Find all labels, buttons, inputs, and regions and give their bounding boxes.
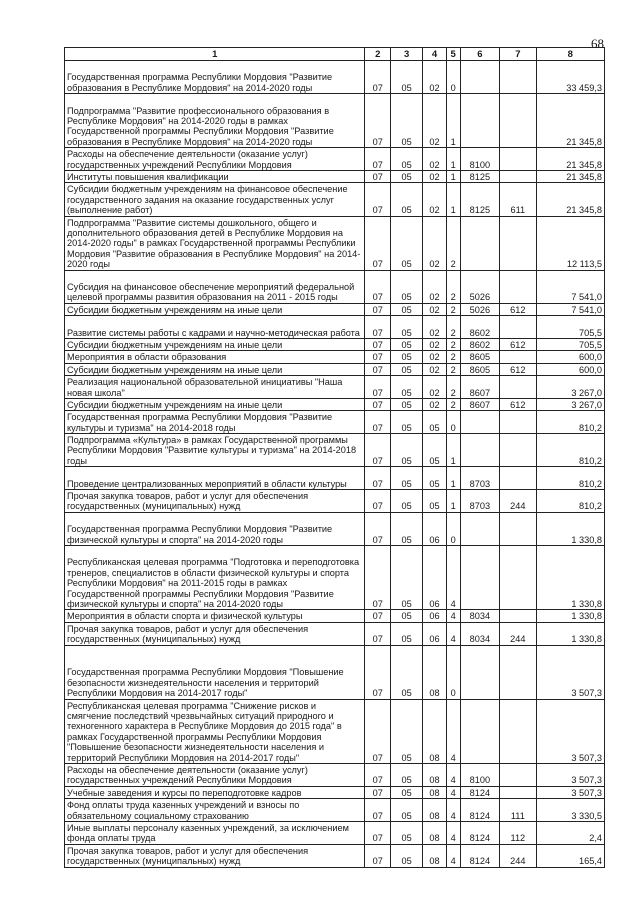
row-code-4-cell: 02 — [423, 148, 447, 171]
row-code-5-cell: 4 — [446, 799, 460, 822]
row-code-5-cell: 2 — [446, 363, 460, 375]
row-amount-cell: 600,0 — [536, 363, 604, 375]
row-name-cell: Институты повышения квалификации — [65, 170, 365, 182]
row-code-5-cell: 1 — [446, 170, 460, 182]
row-code-5-cell: 4 — [446, 610, 460, 622]
row-code-7-cell: 612 — [500, 398, 536, 410]
row-code-2-cell: 07 — [365, 490, 391, 513]
row-code-2-cell: 07 — [365, 512, 391, 545]
row-code-5-cell: 2 — [446, 270, 460, 303]
row-code-5-cell: 0 — [446, 645, 460, 699]
row-code-4-cell: 02 — [423, 216, 447, 270]
row-amount-cell: 1 330,8 — [536, 610, 604, 622]
row-code-2-cell: 07 — [365, 316, 391, 339]
row-code-6-cell: 8124 — [460, 844, 500, 867]
row-name-cell: Государственная программа Республики Мордовия "Повышение безопасности жизнедеятельности населения и территорий Республики Мордовия на 2014-2017 годы" — [65, 645, 365, 699]
row-code-2-cell: 07 — [365, 434, 391, 467]
row-code-4-cell: 08 — [423, 799, 447, 822]
row-code-5-cell: 4 — [446, 622, 460, 645]
table-row — [65, 610, 605, 622]
row-code-2-cell: 07 — [365, 786, 391, 798]
row-code-4-cell: 06 — [423, 610, 447, 622]
row-name-cell: Прочая закупка товаров, работ и услуг для обеспечения государственных (муниципальных) нужд — [65, 622, 365, 645]
table-row — [65, 61, 605, 94]
row-amount-cell: 810,2 — [536, 434, 604, 467]
row-code-6-cell: 8124 — [460, 799, 500, 822]
row-code-3-cell: 05 — [391, 148, 423, 171]
row-amount-cell: 600,0 — [536, 351, 604, 363]
row-code-3-cell: 05 — [391, 216, 423, 270]
row-code-4-cell: 02 — [423, 351, 447, 363]
row-code-4-cell: 06 — [423, 512, 447, 545]
row-code-2-cell: 07 — [365, 699, 391, 763]
row-name-cell: Подпрограмма "Развитие профессионального образования в Республике Мордовия" на 2014-2020 годы в рамках Государственной программы Республики Мордовия "Развитие образования в Республике Мордовия" на 2014-2020 годы — [65, 94, 365, 148]
row-code-6-cell: 8124 — [460, 786, 500, 798]
row-code-5-cell: 1 — [446, 94, 460, 148]
row-code-7-cell: 612 — [500, 363, 536, 375]
row-code-4-cell: 06 — [423, 546, 447, 610]
row-code-7-cell: 244 — [500, 622, 536, 645]
row-code-3-cell: 05 — [391, 546, 423, 610]
row-code-5-cell: 2 — [446, 303, 460, 315]
row-amount-cell: 12 113,5 — [536, 216, 604, 270]
row-amount-cell: 2,4 — [536, 822, 604, 845]
row-name-cell: Субсидии бюджетным учреждениям на финансовое обеспечение государственного задания на оказание государственных услуг (выполнение работ) — [65, 183, 365, 216]
row-code-2-cell: 07 — [365, 338, 391, 350]
row-code-6-cell: 8605 — [460, 363, 500, 375]
row-name-cell: Иные выплаты персоналу казенных учреждений, за исключением фонда оплаты труда — [65, 822, 365, 845]
row-amount-cell: 705,5 — [536, 316, 604, 339]
row-code-2-cell: 07 — [365, 183, 391, 216]
row-code-4-cell: 08 — [423, 844, 447, 867]
row-code-7-cell — [500, 645, 536, 699]
row-code-6-cell: 8125 — [460, 183, 500, 216]
table-row — [65, 546, 605, 610]
row-code-3-cell: 05 — [391, 786, 423, 798]
row-code-4-cell: 05 — [423, 434, 447, 467]
row-amount-cell: 21 345,8 — [536, 94, 604, 148]
row-code-7-cell — [500, 546, 536, 610]
row-code-4-cell: 02 — [423, 363, 447, 375]
row-code-4-cell: 08 — [423, 822, 447, 845]
row-code-4-cell: 02 — [423, 376, 447, 399]
row-name-cell: Подпрограмма «Культура» в рамках Государственной программы Республики Мордовия "Развитие культуры и туризма" на 2014-2018 годы — [65, 434, 365, 467]
row-code-7-cell: 112 — [500, 822, 536, 845]
row-code-6-cell: 8602 — [460, 316, 500, 339]
row-name-cell: Подпрограмма "Развитие системы дошкольного, общего и дополнительного образования детей в Республике Мордовия на 2014-2020 годы" в рамках Государственной программы Республики Мордовия "Развитие образования в Республике Мордовия" на 2014-2020 годы — [65, 216, 365, 270]
row-code-4-cell: 02 — [423, 270, 447, 303]
row-code-5-cell: 1 — [446, 434, 460, 467]
row-code-4-cell: 02 — [423, 94, 447, 148]
row-name-cell: Субсидия на финансовое обеспечение мероприятий федеральной целевой программы развития образования на 2011 - 2015 годы — [65, 270, 365, 303]
row-code-3-cell: 05 — [391, 512, 423, 545]
row-code-2-cell: 07 — [365, 764, 391, 787]
row-code-3-cell: 05 — [391, 610, 423, 622]
row-amount-cell: 3 507,3 — [536, 699, 604, 763]
row-code-4-cell: 02 — [423, 398, 447, 410]
row-code-6-cell: 8124 — [460, 822, 500, 845]
row-name-cell: Прочая закупка товаров, работ и услуг для обеспечения государственных (муниципальных) нужд — [65, 844, 365, 867]
row-code-3-cell: 05 — [391, 398, 423, 410]
row-amount-cell: 810,2 — [536, 467, 604, 490]
page-number: 68 — [591, 36, 604, 51]
row-code-4-cell: 02 — [423, 170, 447, 182]
row-code-5-cell: 2 — [446, 338, 460, 350]
row-amount-cell: 21 345,8 — [536, 170, 604, 182]
table-row — [65, 183, 605, 216]
row-amount-cell: 1 330,8 — [536, 546, 604, 610]
row-amount-cell: 1 330,8 — [536, 512, 604, 545]
row-code-5-cell: 1 — [446, 148, 460, 171]
row-code-5-cell: 4 — [446, 786, 460, 798]
row-code-2-cell: 07 — [365, 610, 391, 622]
row-name-cell: Учебные заведения и курсы по переподготовке кадров — [65, 786, 365, 798]
row-code-2-cell: 07 — [365, 799, 391, 822]
row-code-3-cell: 05 — [391, 822, 423, 845]
row-code-7-cell: 244 — [500, 844, 536, 867]
row-code-3-cell: 05 — [391, 490, 423, 513]
row-amount-cell: 1 330,8 — [536, 622, 604, 645]
row-amount-cell: 3 507,3 — [536, 786, 604, 798]
column-header-3: 3 — [391, 48, 423, 61]
row-name-cell: Мероприятия в области образования — [65, 351, 365, 363]
row-amount-cell: 3 267,0 — [536, 398, 604, 410]
row-code-3-cell: 05 — [391, 699, 423, 763]
row-code-4-cell: 02 — [423, 183, 447, 216]
row-code-2-cell: 07 — [365, 411, 391, 434]
row-code-7-cell — [500, 512, 536, 545]
row-code-4-cell: 02 — [423, 338, 447, 350]
row-code-7-cell — [500, 316, 536, 339]
row-name-cell: Государственная программа Республики Мордовия "Развитие образования в Республике Мордовия" на 2014-2020 годы — [65, 61, 365, 94]
row-code-5-cell: 4 — [446, 699, 460, 763]
table-row — [65, 411, 605, 434]
row-code-2-cell: 07 — [365, 351, 391, 363]
table-row — [65, 338, 605, 350]
row-code-6-cell: 8100 — [460, 764, 500, 787]
row-code-6-cell: 8034 — [460, 610, 500, 622]
row-code-5-cell: 2 — [446, 351, 460, 363]
table-row — [65, 303, 605, 315]
row-code-3-cell: 05 — [391, 411, 423, 434]
row-code-7-cell — [500, 351, 536, 363]
row-code-7-cell — [500, 610, 536, 622]
row-code-7-cell: 611 — [500, 183, 536, 216]
row-amount-cell: 810,2 — [536, 490, 604, 513]
row-code-7-cell — [500, 376, 536, 399]
table-row — [65, 490, 605, 513]
column-header-4: 4 — [423, 48, 447, 61]
row-code-5-cell: 0 — [446, 61, 460, 94]
row-code-7-cell: 612 — [500, 303, 536, 315]
row-name-cell: Государственная программа Республики Мордовия "Развитие культуры и туризма" на 2014-2018 годы — [65, 411, 365, 434]
row-code-5-cell: 0 — [446, 411, 460, 434]
row-code-3-cell: 05 — [391, 183, 423, 216]
row-amount-cell: 7 541,0 — [536, 303, 604, 315]
row-code-2-cell: 07 — [365, 148, 391, 171]
table-row — [65, 512, 605, 545]
row-code-4-cell: 06 — [423, 622, 447, 645]
row-name-cell: Мероприятия в области спорта и физической культуры — [65, 610, 365, 622]
row-code-7-cell — [500, 216, 536, 270]
row-code-6-cell — [460, 645, 500, 699]
row-code-5-cell: 2 — [446, 376, 460, 399]
row-code-2-cell: 07 — [365, 645, 391, 699]
row-code-6-cell — [460, 434, 500, 467]
row-code-4-cell: 02 — [423, 61, 447, 94]
table-row — [65, 799, 605, 822]
table-row — [65, 645, 605, 699]
row-name-cell: Субсидии бюджетным учреждениям на иные цели — [65, 363, 365, 375]
row-code-4-cell: 08 — [423, 764, 447, 787]
row-code-7-cell — [500, 270, 536, 303]
row-code-7-cell: 111 — [500, 799, 536, 822]
table-row — [65, 434, 605, 467]
row-code-3-cell: 05 — [391, 351, 423, 363]
row-code-7-cell — [500, 764, 536, 787]
row-code-3-cell: 05 — [391, 270, 423, 303]
table-row — [65, 844, 605, 867]
row-code-3-cell: 05 — [391, 94, 423, 148]
row-code-4-cell: 02 — [423, 303, 447, 315]
row-code-6-cell — [460, 411, 500, 434]
row-code-6-cell — [460, 512, 500, 545]
row-code-5-cell: 0 — [446, 512, 460, 545]
row-code-6-cell: 8602 — [460, 338, 500, 350]
row-code-7-cell: 244 — [500, 490, 536, 513]
row-code-7-cell — [500, 434, 536, 467]
row-code-2-cell: 07 — [365, 844, 391, 867]
row-amount-cell: 3 507,3 — [536, 764, 604, 787]
row-code-5-cell: 1 — [446, 490, 460, 513]
table-header-row — [65, 48, 605, 61]
row-code-2-cell: 07 — [365, 61, 391, 94]
row-code-4-cell: 05 — [423, 490, 447, 513]
row-name-cell: Республиканская целевая программа "Подготовка и переподготовка тренеров, специалистов в области физической культуры и спорта Республики Мордовия" на 2011-2015 годы в рамках Государственной программы Республики Мордовия "Развитие физической культуры и спорта" на 2014-2020 годы — [65, 546, 365, 610]
row-code-5-cell: 4 — [446, 844, 460, 867]
row-code-3-cell: 05 — [391, 799, 423, 822]
table-row — [65, 148, 605, 171]
row-code-6-cell — [460, 699, 500, 763]
row-name-cell: Реализация национальной образовательной инициативы "Наша новая школа" — [65, 376, 365, 399]
row-code-6-cell: 8703 — [460, 490, 500, 513]
row-code-3-cell: 05 — [391, 844, 423, 867]
row-code-2-cell: 07 — [365, 216, 391, 270]
row-code-5-cell: 2 — [446, 216, 460, 270]
row-code-6-cell: 8703 — [460, 467, 500, 490]
row-code-3-cell: 05 — [391, 467, 423, 490]
row-code-4-cell: 08 — [423, 699, 447, 763]
row-code-2-cell: 07 — [365, 622, 391, 645]
table-row — [65, 170, 605, 182]
row-code-4-cell: 08 — [423, 645, 447, 699]
row-code-6-cell: 8125 — [460, 170, 500, 182]
table-row — [65, 622, 605, 645]
row-code-3-cell: 05 — [391, 303, 423, 315]
row-code-7-cell — [500, 786, 536, 798]
row-code-3-cell: 05 — [391, 645, 423, 699]
row-code-7-cell — [500, 61, 536, 94]
row-code-7-cell — [500, 94, 536, 148]
row-code-4-cell: 02 — [423, 316, 447, 339]
row-code-2-cell: 07 — [365, 467, 391, 490]
row-code-2-cell: 07 — [365, 94, 391, 148]
row-code-2-cell: 07 — [365, 270, 391, 303]
row-name-cell: Прочая закупка товаров, работ и услуг для обеспечения государственных (муниципальных) нужд — [65, 490, 365, 513]
row-code-3-cell: 05 — [391, 363, 423, 375]
row-code-3-cell: 05 — [391, 61, 423, 94]
row-amount-cell: 3 330,5 — [536, 799, 604, 822]
table-row — [65, 376, 605, 399]
table-row — [65, 316, 605, 339]
row-code-7-cell — [500, 170, 536, 182]
row-code-6-cell: 8100 — [460, 148, 500, 171]
row-code-3-cell: 05 — [391, 764, 423, 787]
table-row — [65, 786, 605, 798]
table-row — [65, 270, 605, 303]
row-code-6-cell: 5026 — [460, 303, 500, 315]
table-row — [65, 94, 605, 148]
row-code-3-cell: 05 — [391, 338, 423, 350]
table-body — [65, 61, 605, 868]
row-name-cell: Субсидии бюджетным учреждениям на иные цели — [65, 303, 365, 315]
row-code-6-cell: 8607 — [460, 376, 500, 399]
row-amount-cell: 3 267,0 — [536, 376, 604, 399]
row-name-cell: Расходы на обеспечение деятельности (оказание услуг) государственных учреждений Республики Мордовия — [65, 764, 365, 787]
row-name-cell: Проведение централизованных мероприятий в области культуры — [65, 467, 365, 490]
table-row — [65, 467, 605, 490]
column-header-2: 2 — [365, 48, 391, 61]
row-code-2-cell: 07 — [365, 303, 391, 315]
row-code-6-cell: 8605 — [460, 351, 500, 363]
row-code-7-cell: 612 — [500, 338, 536, 350]
table-row — [65, 216, 605, 270]
row-amount-cell: 165,4 — [536, 844, 604, 867]
row-name-cell: Расходы на обеспечение деятельности (оказание услуг) государственных учреждений Республики Мордовия — [65, 148, 365, 171]
row-amount-cell: 21 345,8 — [536, 148, 604, 171]
row-code-6-cell — [460, 216, 500, 270]
row-code-2-cell: 07 — [365, 822, 391, 845]
table-row — [65, 398, 605, 410]
row-code-2-cell: 07 — [365, 398, 391, 410]
row-code-7-cell — [500, 411, 536, 434]
row-code-6-cell: 5026 — [460, 270, 500, 303]
row-code-3-cell: 05 — [391, 376, 423, 399]
row-name-cell: Субсидии бюджетным учреждениям на иные цели — [65, 338, 365, 350]
row-code-4-cell: 05 — [423, 467, 447, 490]
row-code-5-cell: 4 — [446, 822, 460, 845]
row-code-6-cell — [460, 61, 500, 94]
row-code-2-cell: 07 — [365, 170, 391, 182]
row-code-6-cell: 8034 — [460, 622, 500, 645]
row-amount-cell: 705,5 — [536, 338, 604, 350]
row-code-6-cell — [460, 94, 500, 148]
row-code-4-cell: 05 — [423, 411, 447, 434]
budget-table — [64, 47, 605, 868]
row-name-cell: Развитие системы работы с кадрами и научно-методическая работа — [65, 316, 365, 339]
row-code-7-cell — [500, 699, 536, 763]
row-code-6-cell: 8607 — [460, 398, 500, 410]
row-amount-cell: 3 507,3 — [536, 645, 604, 699]
row-code-2-cell: 07 — [365, 363, 391, 375]
row-code-3-cell: 05 — [391, 316, 423, 339]
table-row — [65, 351, 605, 363]
table-row — [65, 363, 605, 375]
row-code-5-cell: 4 — [446, 546, 460, 610]
column-header-name: 1 — [65, 48, 365, 61]
row-code-2-cell: 07 — [365, 546, 391, 610]
column-header-6: 6 — [460, 48, 500, 61]
column-header-5: 5 — [446, 48, 460, 61]
column-header-7: 7 — [500, 48, 536, 61]
table-row — [65, 699, 605, 763]
column-header-amount: 8 — [536, 48, 604, 61]
row-code-3-cell: 05 — [391, 434, 423, 467]
row-amount-cell: 7 541,0 — [536, 270, 604, 303]
row-code-7-cell — [500, 148, 536, 171]
row-name-cell: Фонд оплаты труда казенных учреждений и взносы по обязательному социальному страхованию — [65, 799, 365, 822]
row-code-5-cell: 2 — [446, 398, 460, 410]
table-row — [65, 822, 605, 845]
row-amount-cell: 810,2 — [536, 411, 604, 434]
row-amount-cell: 21 345,8 — [536, 183, 604, 216]
row-code-7-cell — [500, 467, 536, 490]
row-name-cell: Республиканская целевая программа "Снижение рисков и смягчение последствий чрезвычайных ситуаций природного и техногенного характера в Республике Мордовия до 2015 года" в рамках Государственной программы Республики Мордовия "Повышение безопасности жизнедеятельности населения и территорий Республики Мордовия на 2014-2017 годы" — [65, 699, 365, 763]
row-code-5-cell: 1 — [446, 183, 460, 216]
row-name-cell: Субсидии бюджетным учреждениям на иные цели — [65, 398, 365, 410]
row-code-5-cell: 4 — [446, 764, 460, 787]
row-amount-cell: 33 459,3 — [536, 61, 604, 94]
table-row — [65, 764, 605, 787]
row-code-3-cell: 05 — [391, 170, 423, 182]
row-code-3-cell: 05 — [391, 622, 423, 645]
row-code-5-cell: 2 — [446, 316, 460, 339]
row-code-5-cell: 1 — [446, 467, 460, 490]
row-code-2-cell: 07 — [365, 376, 391, 399]
row-name-cell: Государственная программа Республики Мордовия "Развитие физической культуры и спорта" на 2014-2020 годы — [65, 512, 365, 545]
row-code-4-cell: 08 — [423, 786, 447, 798]
row-code-6-cell — [460, 546, 500, 610]
